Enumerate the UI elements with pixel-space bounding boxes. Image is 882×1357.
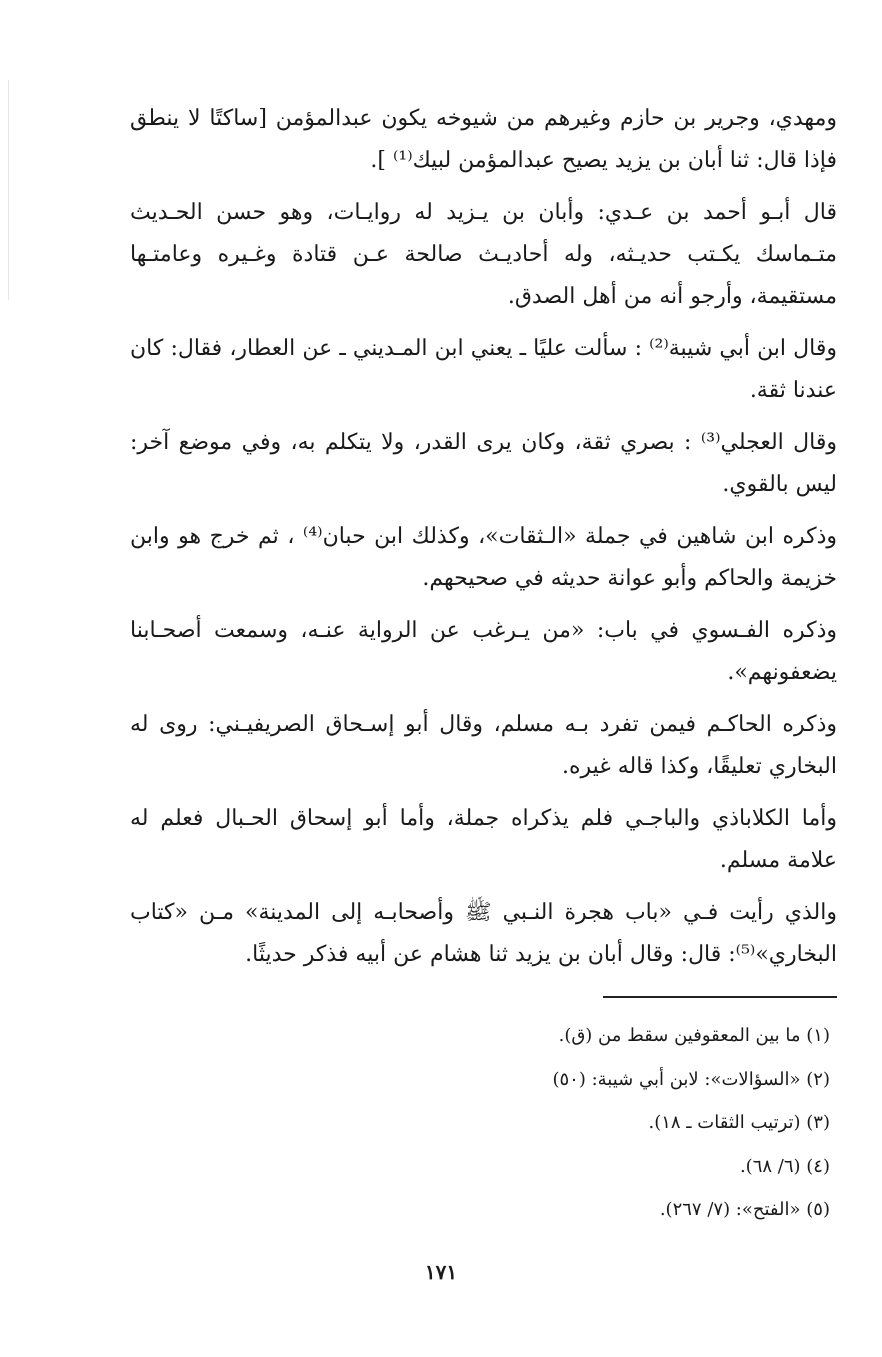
paragraph-text: وذكره ابن شاهين في جملة «الـثقات»، وكذلك ابن حبان⁽⁴⁾ ، ثم خرج هو وابن خزيمة والحاكم وأبو عوانة حديثه في صحيحهم.	[130, 524, 838, 591]
footnotes	[430, 1014, 830, 1232]
footnote: (٥) «الفتح»: (٧/ ٢٦٧).	[659, 1199, 830, 1220]
footnote: (٤) (٦/ ٦٨).	[739, 1155, 830, 1177]
paragraph-text: وقال العجلي⁽³⁾ : بصري ثقة، وكان يرى القدر، ولا يتكلم به، وفي موضع آخر: ليس بالقوي.	[130, 430, 837, 497]
paragraph	[130, 892, 837, 976]
paragraph	[130, 192, 837, 318]
paragraph-text: وذكره الفـسوي في باب: «من يـرغب عن الرواية عنـه، وسمعت أصحـابنا يضعفونهم».	[130, 618, 837, 685]
paragraph-text: وأما الكلاباذي والباجـي فلم يذكراه جملة، وأما أبو إسحاق الحـبال فعلم له علامة مسلم.	[130, 806, 837, 873]
paragraph	[130, 422, 837, 506]
footnote: (٣) (ترتيب الثقات ـ ١٨).	[648, 1112, 830, 1133]
footnote: (٢) «السؤالات»: لابن أبي شيبة: (٥٠)	[552, 1068, 830, 1090]
scan-edge-mark	[8, 80, 9, 300]
paragraph	[130, 704, 837, 788]
footnote: (١) ما بين المعقوفين سقط من (ق).	[558, 1025, 830, 1046]
paragraph-text: ومهدي، وجرير بن حازم وغيرهم من شيوخه يكون عبدالمؤمن [ساكتًا لا ينطق فإذا قال: ثنا أبان بن يزيد يصيح عبدالمؤمن لبيك⁽¹⁾ ].	[130, 106, 837, 173]
footnote-separator	[603, 996, 837, 998]
main-text	[130, 98, 837, 986]
paragraph	[130, 516, 837, 600]
paragraph-text: وقال ابن أبي شيبة⁽²⁾ : سألت عليًا ـ يعني ابن المـديني ـ عن العطار، فقال: كان عندنا ثقة.	[130, 336, 837, 403]
paragraph	[130, 798, 837, 882]
paragraph	[130, 328, 837, 412]
paragraph	[130, 610, 837, 694]
paragraph-text: وذكره الحاكـم فيمن تفرد بـه مسلم، وقال أبو إسـحاق الصريفيـني: روى له البخاري تعليقًا، وكذا قاله غيره.	[130, 712, 837, 779]
paragraph	[130, 98, 837, 182]
paragraph-text: قال أبـو أحمد بن عـدي: وأبان بن يـزيد له روايـات، وهو حسن الحـديث متـماسك يكـتب حديـثه، وله أحاديـث صالحة عـن قتادة وغـيره وعامتـها مستقيمة، وأرجو أنه من أهل الصدق.	[130, 200, 837, 309]
paragraph-text: والذي رأيت فـي «باب هجرة النـبي ﷺ وأصحابـه إلى المدينة» مـن «كتاب البخاري»⁽⁵⁾: قال: وقال أبان بن يزيد ثنا هشام عن أبيه فذكر حديثًا.	[130, 900, 837, 967]
page-number: ١٧١	[424, 1260, 458, 1284]
